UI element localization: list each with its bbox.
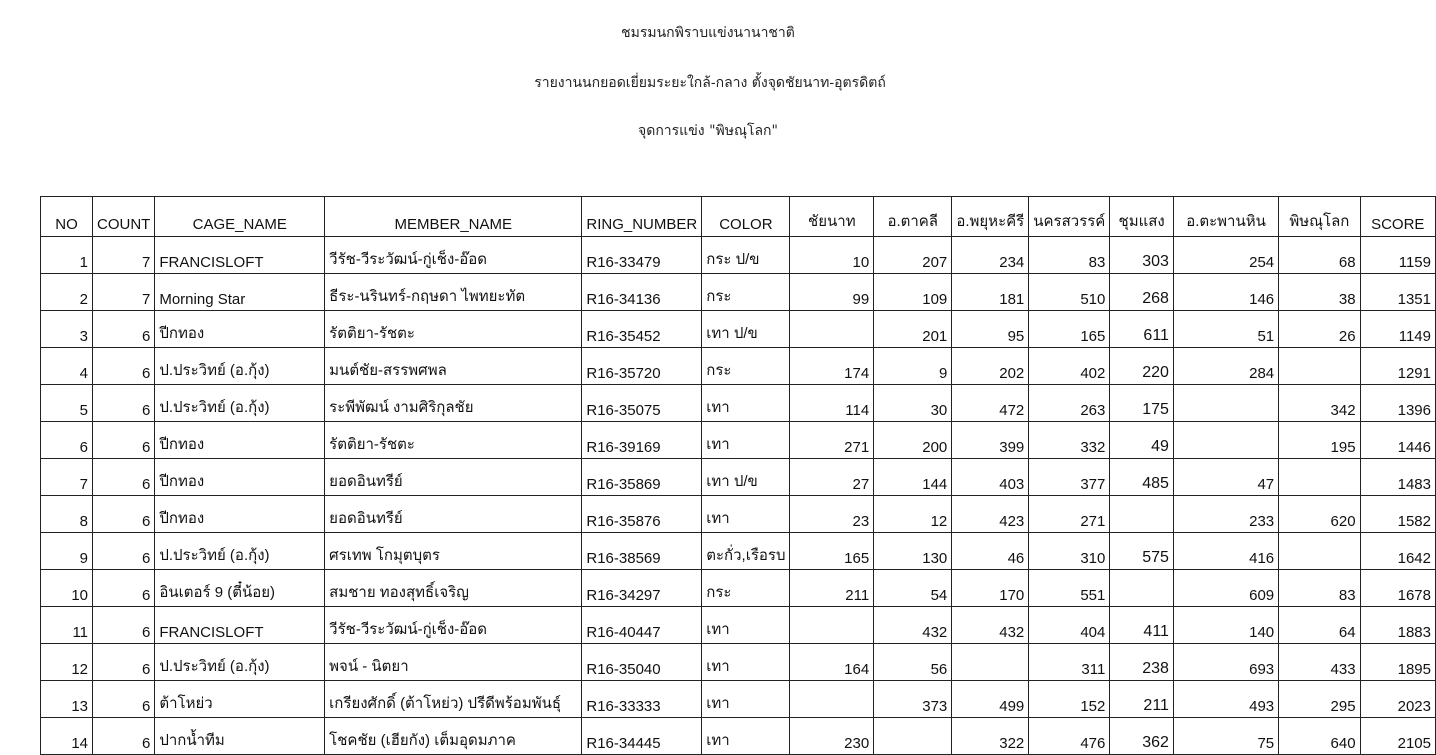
cell-ring-number: R16-35452: [582, 311, 702, 348]
cell-ring-number: R16-35075: [582, 385, 702, 422]
cell-taphanhin: 75: [1173, 718, 1278, 755]
cell-color: เทา: [702, 385, 790, 422]
cell-chainat: 114: [790, 385, 874, 422]
cell-member-name: สมชาย ทองสุทธิ์เจริญ: [325, 570, 582, 607]
cell-takhli: 432: [874, 607, 952, 644]
cell-member-name: วีรัช-วีระวัฒน์-กู่เช็ง-อ๊อด: [325, 237, 582, 274]
cell-chainat: 164: [790, 644, 874, 681]
cell-chumsaeng: 411: [1110, 607, 1174, 644]
cell-color: ตะกั่ว,เรือรบ: [702, 533, 790, 570]
cell-chainat: 99: [790, 274, 874, 311]
cell-chumsaeng: [1110, 570, 1174, 607]
cell-nakhonsawan: 332: [1029, 422, 1110, 459]
cell-member-name: ธีระ-นรินทร์-กฤษดา ไพทยะทัต: [325, 274, 582, 311]
cell-takhli: 207: [874, 237, 952, 274]
cell-phayuhakhiri: 403: [952, 459, 1029, 496]
cell-chumsaeng: 485: [1110, 459, 1174, 496]
cell-chumsaeng: [1110, 496, 1174, 533]
cell-phitsanulok: 342: [1279, 385, 1360, 422]
cell-member-name: โชคชัย (เฮียกัง) เต็มอุดมภาค: [325, 718, 582, 755]
cell-phitsanulok: 38: [1279, 274, 1360, 311]
cell-taphanhin: 284: [1173, 348, 1278, 385]
race-point-title: จุดการแข่ง "พิษณุโลก": [638, 123, 778, 139]
cell-takhli: 12: [874, 496, 952, 533]
cell-count: 6: [93, 718, 155, 755]
column-header-chumsaeng: ชุมแสง: [1110, 197, 1174, 237]
cell-phitsanulok: 68: [1279, 237, 1360, 274]
cell-member-name: ยอดอินทรีย์: [325, 496, 582, 533]
cell-phitsanulok: 640: [1279, 718, 1360, 755]
cell-phitsanulok: [1279, 348, 1360, 385]
cell-taphanhin: [1173, 385, 1278, 422]
cell-nakhonsawan: 402: [1029, 348, 1110, 385]
cell-takhli: [874, 718, 952, 755]
cell-chumsaeng: 175: [1110, 385, 1174, 422]
cell-cage-name: ป.ประวิทย์ (อ.กุ้ง): [155, 533, 325, 570]
cell-phayuhakhiri: 432: [952, 607, 1029, 644]
cell-phayuhakhiri: 181: [952, 274, 1029, 311]
cell-chumsaeng: 49: [1110, 422, 1174, 459]
cell-phitsanulok: 195: [1279, 422, 1360, 459]
cell-chainat: 10: [790, 237, 874, 274]
cell-ring-number: R16-35876: [582, 496, 702, 533]
column-header-takhli: อ.ตาคลี: [874, 197, 952, 237]
cell-nakhonsawan: 404: [1029, 607, 1110, 644]
cell-takhli: 30: [874, 385, 952, 422]
cell-takhli: 201: [874, 311, 952, 348]
cell-count: 6: [93, 570, 155, 607]
cell-phitsanulok: 620: [1279, 496, 1360, 533]
cell-phayuhakhiri: 499: [952, 681, 1029, 718]
cell-score: 1883: [1360, 607, 1435, 644]
cell-takhli: 130: [874, 533, 952, 570]
cell-phitsanulok: 295: [1279, 681, 1360, 718]
cell-cage-name: ปีกทอง: [155, 422, 325, 459]
cell-chainat: 27: [790, 459, 874, 496]
cell-chumsaeng: 611: [1110, 311, 1174, 348]
column-header-color: COLOR: [702, 197, 790, 237]
cell-color: เทา ป/ข: [702, 311, 790, 348]
cell-nakhonsawan: 551: [1029, 570, 1110, 607]
cell-takhli: 9: [874, 348, 952, 385]
cell-cage-name: ปีกทอง: [155, 496, 325, 533]
cell-chainat: [790, 607, 874, 644]
table-row: [41, 533, 1436, 570]
cell-count: 7: [93, 274, 155, 311]
cell-taphanhin: 47: [1173, 459, 1278, 496]
cell-nakhonsawan: 263: [1029, 385, 1110, 422]
table-body: [41, 237, 1436, 755]
cell-taphanhin: 146: [1173, 274, 1278, 311]
cell-score: 1149: [1360, 311, 1435, 348]
cell-no: 10: [41, 570, 93, 607]
cell-count: 6: [93, 681, 155, 718]
cell-takhli: 373: [874, 681, 952, 718]
cell-nakhonsawan: 311: [1029, 644, 1110, 681]
column-header-count: COUNT: [93, 197, 155, 237]
cell-cage-name: FRANCISLOFT: [155, 237, 325, 274]
cell-count: 6: [93, 607, 155, 644]
cell-no: 12: [41, 644, 93, 681]
cell-chainat: 230: [790, 718, 874, 755]
cell-chumsaeng: 238: [1110, 644, 1174, 681]
cell-score: 1291: [1360, 348, 1435, 385]
cell-cage-name: ปีกทอง: [155, 459, 325, 496]
cell-no: 7: [41, 459, 93, 496]
cell-nakhonsawan: 510: [1029, 274, 1110, 311]
cell-phayuhakhiri: 322: [952, 718, 1029, 755]
cell-takhli: 200: [874, 422, 952, 459]
cell-member-name: มนต์ชัย-สรรพศพล: [325, 348, 582, 385]
cell-cage-name: FRANCISLOFT: [155, 607, 325, 644]
cell-chumsaeng: 575: [1110, 533, 1174, 570]
column-header-phitsanulok: พิษณุโลก: [1279, 197, 1360, 237]
cell-color: เทา: [702, 644, 790, 681]
cell-no: 2: [41, 274, 93, 311]
cell-takhli: 54: [874, 570, 952, 607]
cell-score: 1159: [1360, 237, 1435, 274]
table-row: [41, 237, 1436, 274]
cell-score: 1396: [1360, 385, 1435, 422]
cell-member-name: เกรียงศักดิ์ (ต้าโหย่ว) ปรีดีพร้อมพันธุ์: [325, 681, 582, 718]
cell-chumsaeng: 362: [1110, 718, 1174, 755]
cell-score: 1582: [1360, 496, 1435, 533]
cell-color: กระ: [702, 570, 790, 607]
cell-no: 9: [41, 533, 93, 570]
cell-ring-number: R16-40447: [582, 607, 702, 644]
cell-ring-number: R16-34136: [582, 274, 702, 311]
column-header-ring-number: RING_NUMBER: [582, 197, 702, 237]
table-row: [41, 459, 1436, 496]
cell-nakhonsawan: 377: [1029, 459, 1110, 496]
cell-taphanhin: 693: [1173, 644, 1278, 681]
column-header-no: NO: [41, 197, 93, 237]
cell-taphanhin: [1173, 422, 1278, 459]
cell-count: 6: [93, 348, 155, 385]
cell-ring-number: R16-35720: [582, 348, 702, 385]
cell-nakhonsawan: 310: [1029, 533, 1110, 570]
table-row: [41, 422, 1436, 459]
column-header-cage-name: CAGE_NAME: [155, 197, 325, 237]
cell-phitsanulok: 26: [1279, 311, 1360, 348]
cell-chumsaeng: 268: [1110, 274, 1174, 311]
cell-taphanhin: 609: [1173, 570, 1278, 607]
cell-no: 5: [41, 385, 93, 422]
cell-count: 6: [93, 459, 155, 496]
column-header-member-name: MEMBER_NAME: [325, 197, 582, 237]
cell-cage-name: ต้าโหย่ว: [155, 681, 325, 718]
cell-cage-name: ป.ประวิทย์ (อ.กุ้ง): [155, 385, 325, 422]
cell-nakhonsawan: 165: [1029, 311, 1110, 348]
table-row: [41, 644, 1436, 681]
cell-no: 4: [41, 348, 93, 385]
cell-score: 1642: [1360, 533, 1435, 570]
report-title: รายงานนกยอดเยี่ยมระยะใกล้-กลาง ตั้งจุดชัยนาท-อุตรดิตถ์: [534, 75, 886, 91]
cell-ring-number: R16-33479: [582, 237, 702, 274]
cell-member-name: รัตติยา-รัชตะ: [325, 311, 582, 348]
cell-member-name: พจน์ - นิตยา: [325, 644, 582, 681]
table-header-row: [41, 197, 1436, 237]
cell-chumsaeng: 303: [1110, 237, 1174, 274]
cell-chumsaeng: 220: [1110, 348, 1174, 385]
cell-takhli: 56: [874, 644, 952, 681]
cell-count: 6: [93, 533, 155, 570]
cell-score: 1483: [1360, 459, 1435, 496]
cell-nakhonsawan: 271: [1029, 496, 1110, 533]
cell-chainat: 271: [790, 422, 874, 459]
cell-score: 1446: [1360, 422, 1435, 459]
cell-cage-name: ปีกทอง: [155, 311, 325, 348]
cell-chainat: 165: [790, 533, 874, 570]
table-row: [41, 385, 1436, 422]
cell-color: เทา: [702, 681, 790, 718]
cell-ring-number: R16-39169: [582, 422, 702, 459]
cell-phayuhakhiri: 170: [952, 570, 1029, 607]
cell-nakhonsawan: 152: [1029, 681, 1110, 718]
cell-score: 2023: [1360, 681, 1435, 718]
cell-chainat: 174: [790, 348, 874, 385]
table-row: [41, 607, 1436, 644]
cell-ring-number: R16-38569: [582, 533, 702, 570]
cell-color: กระ: [702, 274, 790, 311]
cell-color: เทา ป/ข: [702, 459, 790, 496]
cell-taphanhin: 51: [1173, 311, 1278, 348]
cell-phayuhakhiri: 399: [952, 422, 1029, 459]
table-row: [41, 311, 1436, 348]
cell-no: 11: [41, 607, 93, 644]
cell-cage-name: อินเตอร์ 9 (ตี๋น้อย): [155, 570, 325, 607]
column-header-chainat: ชัยนาท: [790, 197, 874, 237]
cell-color: เทา: [702, 422, 790, 459]
cell-color: กระ ป/ข: [702, 237, 790, 274]
cell-chainat: [790, 681, 874, 718]
cell-taphanhin: 233: [1173, 496, 1278, 533]
cell-no: 14: [41, 718, 93, 755]
table-row: [41, 274, 1436, 311]
cell-cage-name: ป.ประวิทย์ (อ.กุ้ง): [155, 644, 325, 681]
cell-member-name: ระพีพัฒน์ งามศิริกุลชัย: [325, 385, 582, 422]
cell-taphanhin: 140: [1173, 607, 1278, 644]
cell-ring-number: R16-34445: [582, 718, 702, 755]
cell-member-name: ศรเทพ โกมุตบุตร: [325, 533, 582, 570]
table-row: [41, 718, 1436, 755]
cell-ring-number: R16-34297: [582, 570, 702, 607]
cell-member-name: วีรัช-วีระวัฒน์-กู่เช็ง-อ๊อด: [325, 607, 582, 644]
cell-taphanhin: 416: [1173, 533, 1278, 570]
cell-score: 1351: [1360, 274, 1435, 311]
cell-phayuhakhiri: 46: [952, 533, 1029, 570]
cell-member-name: รัตติยา-รัชตะ: [325, 422, 582, 459]
cell-ring-number: R16-33333: [582, 681, 702, 718]
cell-ring-number: R16-35869: [582, 459, 702, 496]
cell-taphanhin: 493: [1173, 681, 1278, 718]
cell-phitsanulok: 433: [1279, 644, 1360, 681]
table-row: [41, 681, 1436, 718]
cell-count: 6: [93, 422, 155, 459]
cell-phayuhakhiri: 472: [952, 385, 1029, 422]
cell-no: 3: [41, 311, 93, 348]
cell-chainat: [790, 311, 874, 348]
cell-count: 6: [93, 644, 155, 681]
cell-cage-name: ป.ประวิทย์ (อ.กุ้ง): [155, 348, 325, 385]
cell-takhli: 109: [874, 274, 952, 311]
column-header-nakhonsawan: นครสวรรค์: [1029, 197, 1110, 237]
cell-nakhonsawan: 83: [1029, 237, 1110, 274]
column-header-taphanhin: อ.ตะพานหิน: [1173, 197, 1278, 237]
cell-phayuhakhiri: [952, 644, 1029, 681]
table-row: [41, 570, 1436, 607]
cell-chumsaeng: 211: [1110, 681, 1174, 718]
cell-phitsanulok: 64: [1279, 607, 1360, 644]
cell-ring-number: R16-35040: [582, 644, 702, 681]
cell-color: เทา: [702, 607, 790, 644]
cell-phayuhakhiri: 423: [952, 496, 1029, 533]
cell-nakhonsawan: 476: [1029, 718, 1110, 755]
table-row: [41, 348, 1436, 385]
cell-color: กระ: [702, 348, 790, 385]
cell-cage-name: ปากน้ำทีม: [155, 718, 325, 755]
cell-phitsanulok: [1279, 533, 1360, 570]
cell-score: 1678: [1360, 570, 1435, 607]
cell-count: 6: [93, 311, 155, 348]
cell-no: 1: [41, 237, 93, 274]
cell-chainat: 23: [790, 496, 874, 533]
club-title: ชมรมนกพิราบแข่งนานาชาติ: [621, 25, 795, 41]
results-table: [40, 196, 1436, 755]
cell-phayuhakhiri: 95: [952, 311, 1029, 348]
cell-member-name: ยอดอินทรีย์: [325, 459, 582, 496]
column-header-phayuhakhiri: อ.พยุหะคีรี: [952, 197, 1029, 237]
cell-count: 7: [93, 237, 155, 274]
cell-no: 13: [41, 681, 93, 718]
cell-score: 1895: [1360, 644, 1435, 681]
cell-chainat: 211: [790, 570, 874, 607]
cell-takhli: 144: [874, 459, 952, 496]
cell-count: 6: [93, 496, 155, 533]
cell-color: เทา: [702, 496, 790, 533]
cell-no: 8: [41, 496, 93, 533]
cell-score: 2105: [1360, 718, 1435, 755]
cell-taphanhin: 254: [1173, 237, 1278, 274]
cell-phayuhakhiri: 202: [952, 348, 1029, 385]
cell-color: เทา: [702, 718, 790, 755]
cell-phitsanulok: [1279, 459, 1360, 496]
cell-phitsanulok: 83: [1279, 570, 1360, 607]
cell-cage-name: Morning Star: [155, 274, 325, 311]
column-header-score: SCORE: [1360, 197, 1435, 237]
cell-no: 6: [41, 422, 93, 459]
cell-count: 6: [93, 385, 155, 422]
table-row: [41, 496, 1436, 533]
cell-phayuhakhiri: 234: [952, 237, 1029, 274]
